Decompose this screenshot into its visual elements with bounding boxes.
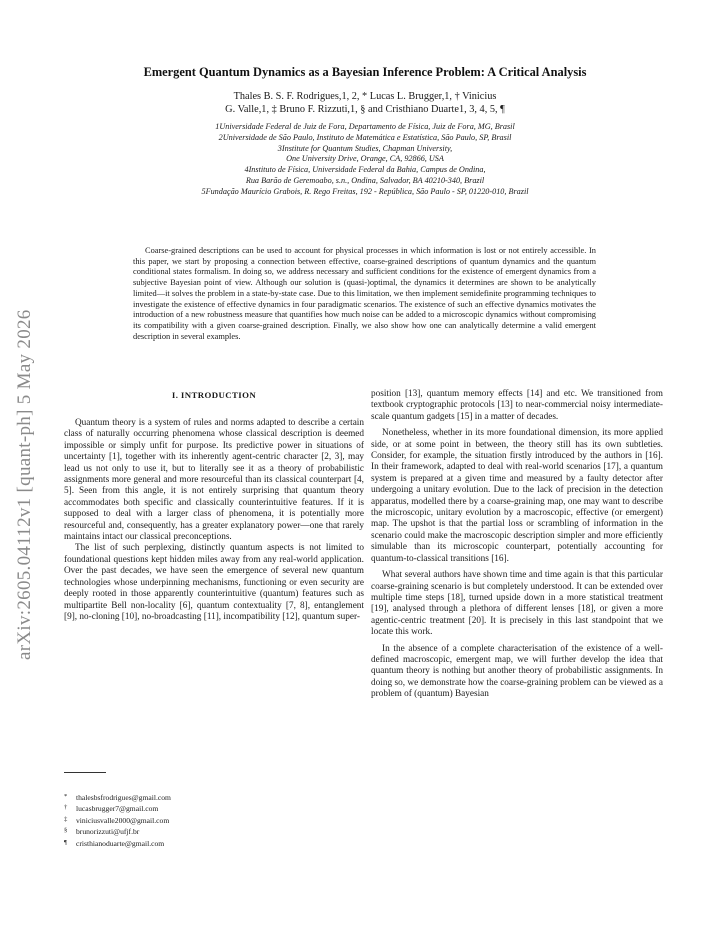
paragraph: position [13], quantum memory effects [14] and etc. We transitioned from textbook cryptographic protocols [13] to near-commercial noisy intermediate-scale quantum gadgets [15] in a matter of decades. bbox=[371, 389, 663, 422]
left-column bbox=[64, 418, 364, 623]
footnote-email[interactable]: lucasbrugger7@gmail.com bbox=[76, 804, 159, 814]
footnote-mark: ¶ bbox=[64, 838, 67, 846]
footnote bbox=[64, 792, 364, 803]
affiliation-line: 1Universidade Federal de Juiz de Fora, Departamento de Física, Juiz de Fora, MG, Brasil bbox=[215, 122, 515, 131]
affiliation-line: 4Instituto de Física, Universidade Federal da Bahia, Campus de Ondina, bbox=[244, 165, 486, 175]
footnote-list bbox=[64, 792, 364, 849]
affiliation-line: One University Drive, Orange, CA, 92866, USA bbox=[286, 154, 444, 164]
affiliation-line: 5Fundação Maurício Grabois, R. Rego Freitas, 192 - República, São Paulo - SP, 01220-010, Brazil bbox=[201, 186, 529, 196]
abstract: Coarse-grained descriptions can be used to account for physical processes in which information is lost or not entirely accessible. In this paper, we start by proposing a connection between effective, coarse-grained descriptions of quantum dynamics and the quantum conditional states formalism. In doing so, we address necessary and sufficient conditions for the existence of emergent dynamics from a subjective Bayesian point of view. Although our solution is (quasi-)optimal, the dynamics it determines are shown to be analytically limited—it solves the problem in a state-by-state case. Due to this limitation, we then implement semidefinite programming techniques to investigate the existence of effective dynamics in four paradigmatic scenarios. The existence of such an effective dynamics motivates the introduction of a new robustness measure that quantifies how much noise can be added to a microscopic dynamics without compromising its compatibility with a given coarse-grained description. Finally, we also show how one can analytically determine a valid emergent description in several examples. bbox=[133, 246, 596, 341]
footnote bbox=[64, 826, 364, 837]
footnote-mark: * bbox=[64, 793, 68, 800]
author-line-1: Thales B. S. F. Rodrigues,1, 2, * Lucas L. Brugger,1, † Vinicius bbox=[233, 91, 497, 102]
footnote-email[interactable]: viniciusvalle2000@gmail.com bbox=[76, 815, 170, 825]
footnote bbox=[64, 803, 364, 814]
footnote-mark: † bbox=[64, 804, 68, 812]
paragraph: What several authors have shown time and time again is that this particular coarse-graining scenario is but completely understood. It can be extended over multiple time steps [18], turned upside down in a more statistical treatment [19], analysed through a plethora of different lenses [18], or given a more agentic-centric treatment [20]. It is precisely in this last standpoint that we locate this work. bbox=[371, 570, 663, 638]
section-heading-introduction: I. INTRODUCTION bbox=[171, 390, 257, 400]
paper-title: Emergent Quantum Dynamics as a Bayesian Inference Problem: A Critical Analysis bbox=[143, 65, 587, 79]
footnote-email[interactable]: thalesbsfrodrigues@gmail.com bbox=[76, 793, 171, 802]
footnote-mark: § bbox=[64, 827, 68, 835]
footnote-email[interactable]: brunorizzuti@ufjf.br bbox=[76, 827, 140, 837]
footnote-email[interactable]: cristhianoduarte@gmail.com bbox=[76, 838, 165, 848]
footnote bbox=[64, 838, 364, 849]
footnote bbox=[64, 815, 364, 826]
arxiv-identifier-stamp: arXiv:2605.04112v1 [quant-ph] 5 May 2026 bbox=[14, 309, 35, 660]
affiliation-line: 3Institute for Quantum Studies, Chapman University, bbox=[277, 143, 453, 153]
author-list bbox=[110, 90, 620, 116]
paragraph: In the absence of a complete characterisation of the existence of a well-defined macroscopic, emergent map, we will further develop the idea that quantum theory is nothing but another theory of probabilistic assignments. In doing so, we demonstrate how the coarse-graining problem can be viewed as a problem of (quantum) Bayesian bbox=[371, 643, 663, 700]
affiliation-line: Rua Barão de Geremoabo, s.n., Ondina, Salvador, BA 40210-340, Brazil bbox=[245, 175, 485, 185]
paragraph: The list of such perplexing, distinctly quantum aspects is not limited to foundational questions kept hidden miles away from any real-world application. Over the past decades, we have seen the emergence of several new quantum technologies whose underpinning mechanisms, functioning or even security are deeply rooted in those apparently counterintuitive (quantum) features such as multipartite Bell non-locality [6], quantum contextuality [7, 8], entanglement [9], no-cloning [10], no-broadcasting [11], incompatibility [12], quantum super- bbox=[64, 543, 364, 622]
footnote-mark: ‡ bbox=[64, 815, 68, 823]
affiliation-line: 2Universidade de São Paulo, Instituto de Matemática e Estatística, São Paulo, SP, Brasil bbox=[218, 132, 512, 142]
footnote-divider bbox=[64, 772, 106, 773]
author-line-2: G. Valle,1, ‡ Bruno F. Rizzuti,1, § and Cristhiano Duarte1, 3, 4, 5, ¶ bbox=[225, 104, 505, 115]
paragraph: Quantum theory is a system of rules and norms adapted to describe a certain class of naturally occurring phenomena whose classical description is deemed impossible or simply unfit for purpose. Its predictive power in situations of uncertainty [1], together with its inherently agent-centric character [2, 3], may lead us not only to use it, but to literally see it as a theory of probabilistic assignments more general and more resourceful than its classical counterpart [4, 5]. Seen from this angle, it is not entirely surprising that quantum theory accommodates both specific and classically counterintuitive features. If it is supposed to deal with a larger class of phenomena, it is potentially more resourceful and, consequently, has a greater explanatory power—one that rarely maintains intact our classical preconceptions. bbox=[64, 418, 364, 543]
right-column bbox=[371, 389, 663, 701]
affiliation-list bbox=[100, 122, 630, 198]
paragraph: Nonetheless, whether in its more foundational dimension, its more applied side, or at some point in between, the theory still has its own subtleties. Consider, for example, the situation firstly introduced by the authors in [16]. In their framework, adapted to deal with real-world scenarios [17], a quantum system is prepared at a given time and measured by a faulty detector after undergoing a unitary evolution. Due to the lack of precision in the detection apparatus, modelled there by a coarse-graining map, one may want to describe the microscopic, unitary evolution by a macroscopic, effective (or emergent) map. The upshot is that the partial loss or scrambling of information in the scenario could make the macroscopic description simpler and more efficiently simulable than its microscopic counterpart, potentially accounting for quantum-to-classical transitions [16]. bbox=[371, 428, 663, 564]
